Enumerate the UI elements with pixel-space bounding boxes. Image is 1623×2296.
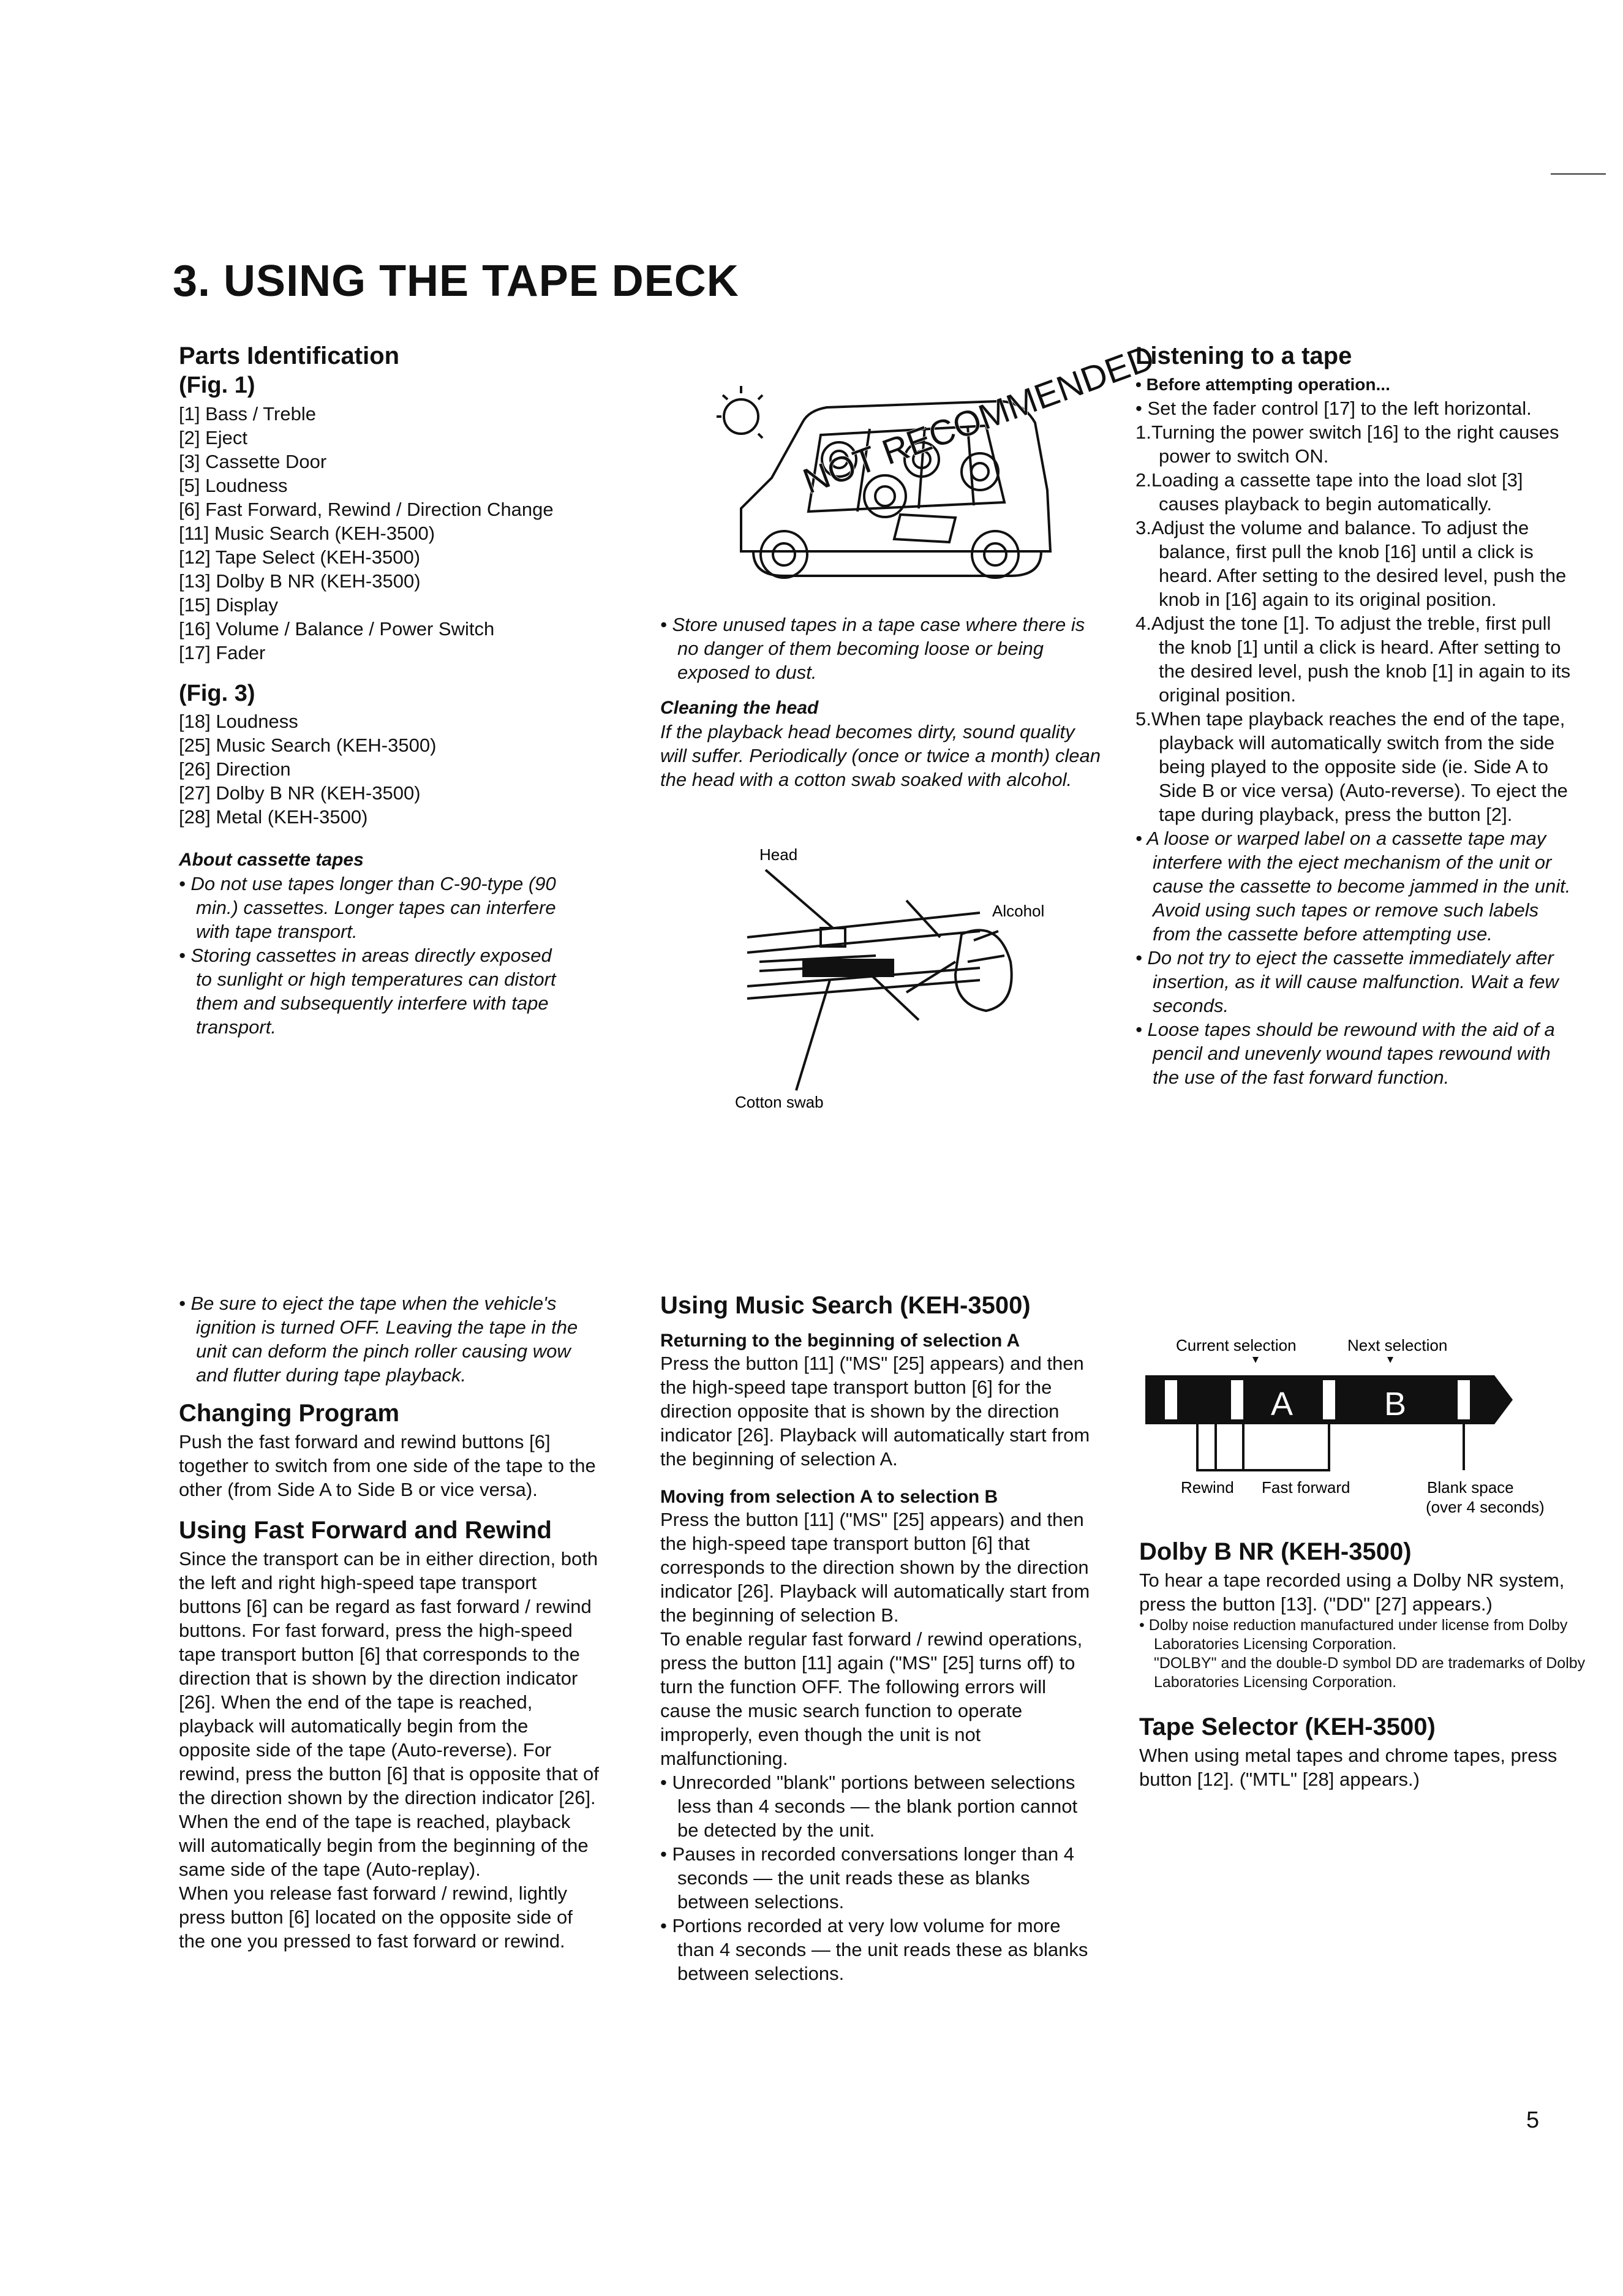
about-cassette-heading: About cassette tapes <box>179 850 364 870</box>
cleaning-figure <box>723 839 1066 1121</box>
fig3-heading: (Fig. 3) <box>179 680 255 706</box>
tape-selection-diagram <box>1139 1332 1592 1522</box>
parts-identification <box>179 342 571 1039</box>
music-search-errors <box>660 1770 1101 1985</box>
list-item: 5.When tape playback reaches the end of the tape, playback will automatically switch from the side being played to the opposite side (ie. Side A to Side B or vice versa) (Auto-reverse). To eject the tape during playback, press the button [2]. <box>1135 708 1568 825</box>
list-item: • Pauses in recorded conversations longer than 4 seconds — the unit reads these as blanks between selections. <box>660 1842 1101 1914</box>
changing-program-heading: Changing Program <box>179 1400 400 1427</box>
dolby-heading: Dolby B NR (KEH-3500) <box>1139 1538 1412 1565</box>
label-swab: Cotton swab <box>735 1093 824 1111</box>
page-number: 5 <box>1526 2107 1540 2133</box>
list-item: [25] Music Search (KEH-3500) <box>179 734 437 757</box>
cleaning-text: If the playback head becomes dirty, sound quality will suffer. Periodically (once or twice a month) clean the head with a cotton swab soaked with alcohol. <box>660 721 1101 790</box>
label-fast-forward: Fast forward <box>1262 1478 1350 1497</box>
tape-slot <box>802 959 894 977</box>
label-alcohol: Alcohol <box>992 902 1045 920</box>
list-item: [5] Loudness <box>179 474 288 496</box>
list-item: [17] Fader <box>179 641 266 663</box>
before-bullet: • Set the fader control [17] to the left horizontal. <box>1135 396 1576 420</box>
list-item: [1] Bass / Treble <box>179 402 316 425</box>
list-item: [18] Loudness <box>179 711 298 733</box>
left-bottom <box>179 1291 601 1953</box>
list-item: [28] Metal (KEH-3500) <box>179 806 368 828</box>
fast-forward-text2: When you release fast forward / rewind, lightly press button [6] located on the opposite side of the one you pressed to fast forward or rewind. <box>179 1882 573 1952</box>
list-item: [12] Tape Select (KEH-3500) <box>179 546 421 568</box>
right-bottom <box>1139 1538 1586 1791</box>
before-list <box>1135 372 1576 420</box>
selection-a-label: A <box>1271 1386 1294 1422</box>
listening-heading: Listening to a tape <box>1135 342 1352 369</box>
list-item: • Portions recorded at very low volume for more than 4 seconds — the unit reads these as blanks between selections. <box>660 1914 1101 1985</box>
music-search-section <box>660 1291 1101 1985</box>
dolby-note2: "DOLBY" and the double-D symbol DD are trademarks of Dolby Laboratories Licensing Corporation. <box>1154 1655 1586 1691</box>
list-item: [2] Eject <box>179 426 247 448</box>
list-item: • Do not try to eject the cassette immediately after insertion, as it will cause malfunction. Wait a few seconds. <box>1135 946 1576 1018</box>
list-item: • Dolby noise reduction manufactured under license from Dolby Laboratories Licensing Corporation. <box>1139 1616 1586 1654</box>
selection-b-label: B <box>1384 1386 1407 1422</box>
list-item: [27] Dolby B NR (KEH-3500) <box>179 782 421 804</box>
list-item: • Do not use tapes longer than C-90-type (90 min.) cassettes. Longer tapes can interfere with tape transport. <box>179 872 571 943</box>
list-item: • Unrecorded "blank" portions between selections less than 4 seconds — the blank portion cannot be detected by the unit. <box>660 1770 1101 1842</box>
music-search-text2: Press the button [11] ("MS" [25] appears) and then the high-speed tape transport button [6] that corresponds to the direction shown by the direction indicator [26]. Playback will automatically start from the beginning of selection B. <box>660 1509 1090 1626</box>
list-item: [11] Music Search (KEH-3500) <box>179 522 435 544</box>
top-rule <box>1551 173 1606 175</box>
list-item: 3.Adjust the volume and balance. To adjust the balance, first pull the knob [16] until a click is heard. After setting to the desired level, push the knob in [16] again to its original position. <box>1135 517 1567 610</box>
car-figure <box>717 337 1160 588</box>
list-item: 4.Adjust the tone [1]. To adjust the treble, first pull the knob [1] until a click is heard. After setting to the desired level, push the knob [1] in again to its original position. <box>1135 613 1571 706</box>
store-note: • Store unused tapes in a tape case where there is no danger of them becoming loose or being exposed to dust. <box>660 613 1101 684</box>
list-item: • Storing cassettes in areas directly exposed to sunlight or high temperatures can distort them and subsequently interfere with tape transport. <box>179 943 571 1039</box>
tape-selector-heading: Tape Selector (KEH-3500) <box>1139 1713 1436 1740</box>
listening-notes <box>1135 826 1576 1089</box>
eject-note: • Be sure to eject the tape when the vehicle's ignition is turned OFF. Leaving the tape in the unit can deform the pinch roller causing wow and flutter during tape playback. <box>179 1291 601 1387</box>
fig3-list <box>179 709 571 829</box>
car-stamp: NOT RECOMMENDED <box>797 337 1160 502</box>
fig1-heading: (Fig. 1) <box>179 372 255 398</box>
eject-note-list <box>179 1291 601 1387</box>
label-head: Head <box>759 845 798 864</box>
label-blank-duration: (over 4 seconds) <box>1426 1498 1545 1516</box>
listening-steps <box>1135 420 1576 826</box>
tape-selector-text: When using metal tapes and chrome tapes, press button [12]. ("MTL" [28] appears.) <box>1139 1745 1557 1790</box>
middle-top-text <box>660 613 1101 791</box>
list-item: [15] Display <box>179 594 278 616</box>
list-item: 2.Loading a cassette tape into the load slot [3] causes playback to begin automatically. <box>1135 469 1523 515</box>
music-search-sub2: Moving from selection A to selection B <box>660 1487 998 1507</box>
list-item: [6] Fast Forward, Rewind / Direction Change <box>179 498 554 520</box>
fig1-list <box>179 402 571 665</box>
list-item: • Loose tapes should be rewound with the aid of a pencil and unevenly wound tapes rewound with the use of the fast forward function. <box>1135 1018 1576 1089</box>
label-rewind: Rewind <box>1181 1478 1234 1497</box>
music-search-text3: To enable regular fast forward / rewind operations, press the button [11] again ("MS" [25] turns off) to turn the function OFF. The following errors will cause the music search function to operate improperly, even though the unit is not malfunctioning. <box>660 1628 1083 1769</box>
changing-program-text: Push the fast forward and rewind buttons [6] together to switch from one side of the tape to the other (from Side A to Side B or vice versa). <box>179 1431 596 1500</box>
about-cassette-list <box>179 872 571 1039</box>
music-search-text1: Press the button [11] ("MS" [25] appears) and then the high-speed tape transport button [6] for the direction opposite that is shown by the direction indicator [26]. Playback will automatically start from the beginning of selection A. <box>660 1353 1090 1470</box>
list-item: 1.Turning the power switch [16] to the right causes power to switch ON. <box>1135 421 1559 467</box>
label-blank-space: Blank space <box>1427 1478 1514 1497</box>
list-item: • A loose or warped label on a cassette tape may interfere with the eject mechanism of the unit or cause the cassette to become jammed in the unit. Avoid using such tapes or remove such labels from the cassette before attempting use. <box>1135 826 1576 946</box>
page-title: 3. USING THE TAPE DECK <box>173 257 739 306</box>
before-heading: • Before attempting operation... <box>1135 372 1576 396</box>
listening-section <box>1135 342 1576 1089</box>
music-search-sub1: Returning to the beginning of selection A <box>660 1331 1020 1351</box>
list-item: [26] Direction <box>179 758 291 780</box>
label-next-selection: Next selection <box>1347 1336 1448 1354</box>
dolby-text: To hear a tape recorded using a Dolby NR system, press the button [13]. ("DD" [27] appears.) <box>1139 1569 1565 1615</box>
list-item: [3] Cassette Door <box>179 450 327 472</box>
music-search-heading: Using Music Search (KEH-3500) <box>660 1292 1031 1319</box>
list-item: [13] Dolby B NR (KEH-3500) <box>179 570 421 592</box>
dolby-notes <box>1139 1616 1586 1654</box>
parts-heading: Parts Identification <box>179 342 400 369</box>
fast-forward-heading: Using Fast Forward and Rewind <box>179 1517 552 1544</box>
label-current-selection: Current selection <box>1176 1336 1297 1354</box>
list-item: [16] Volume / Balance / Power Switch <box>179 617 495 640</box>
cleaning-heading: Cleaning the head <box>660 698 819 718</box>
fast-forward-text: Since the transport can be in either direction, both the left and right high-speed tape transport buttons [6] can be regard as fast forward / rewind buttons. For fast forward, press the high-speed tape transport button [6] that corresponds to the direction that is shown by the direction indicator [26]. When the end of the tape is reached, playback will automatically begin from the opposite side of the tape (Auto-reverse). For rewind, press the button [6] that is opposite that of the direction shown by the direction indicator [26]. When the end of the tape is reached, playback will automatically begin from the beginning of the same side of the tape (Auto-replay). <box>179 1548 599 1880</box>
store-note-list <box>660 613 1101 684</box>
